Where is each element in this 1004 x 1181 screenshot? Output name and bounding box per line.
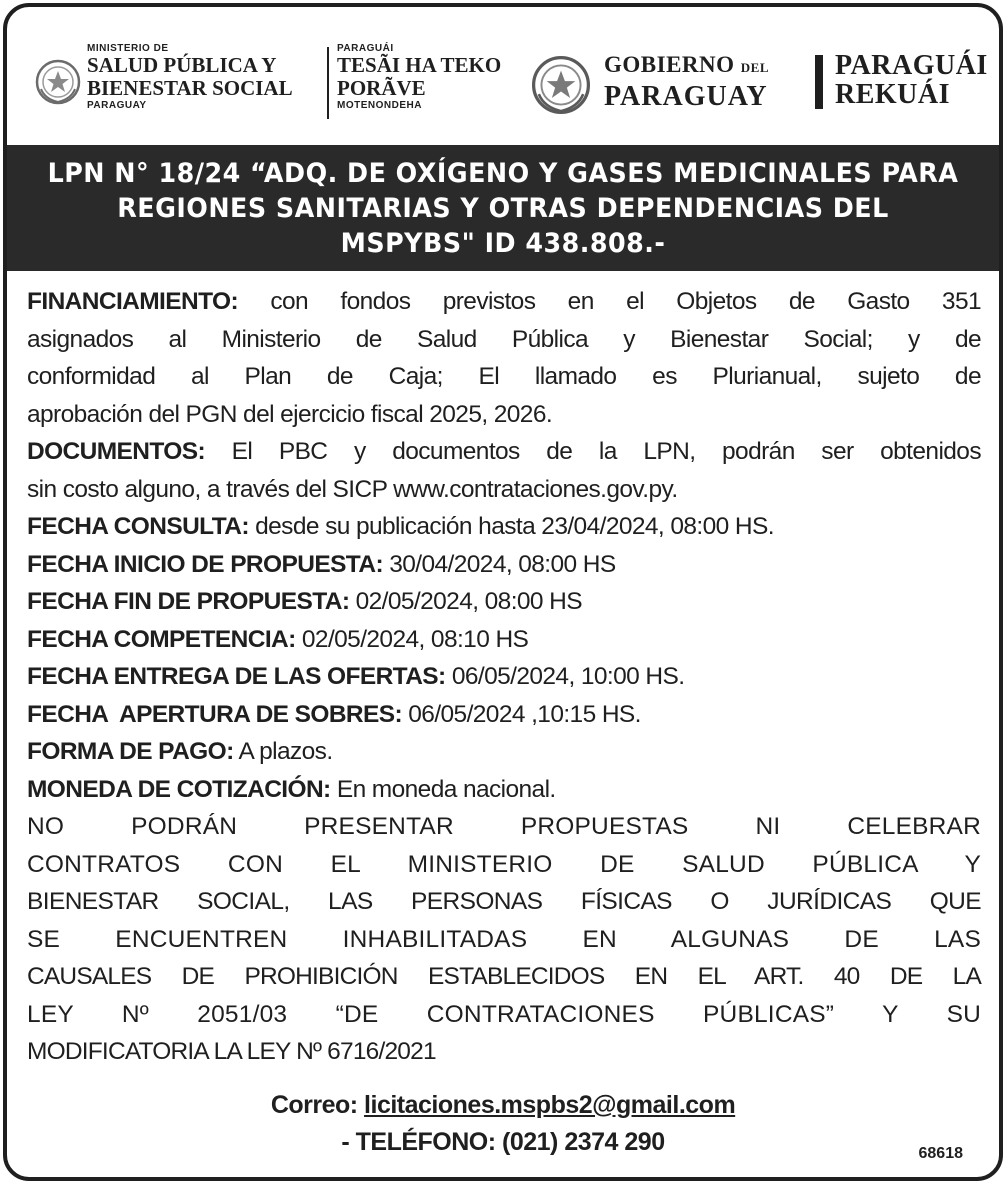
- ministry-logo-line2: BIENESTAR SOCIAL: [87, 76, 293, 100]
- national-seal-icon: [35, 59, 81, 105]
- entrega-label: FECHA ENTREGA DE LAS OFERTAS:: [27, 663, 446, 690]
- moneda-line: [27, 771, 981, 809]
- ad-code: 68618: [918, 1145, 963, 1162]
- documents-line-1: [27, 433, 981, 471]
- notice-line-6: LEY Nº 2051/03 “DE CONTRATACIONES PÚBLICAS” Y SU: [27, 1000, 981, 1028]
- competencia-line: [27, 621, 981, 659]
- fin-propuesta-label: FECHA FIN DE PROPUESTA:: [27, 588, 350, 615]
- apertura-label: FECHA APERTURA DE SOBRES:: [27, 700, 403, 728]
- pago-line: [27, 733, 981, 771]
- email-label: Correo:: [270, 1091, 365, 1119]
- notice-frame: [3, 3, 1003, 1181]
- inicio-line: [27, 546, 981, 584]
- rekuai-line1: PARAGUÁI: [835, 50, 988, 81]
- phone-line: - TELÉFONO: (021) 2374 290: [341, 1128, 665, 1156]
- notice-line-5: CAUSALES DE PROHIBICIÓN ESTABLECIDOS EN EL ART. 40 DE LA: [27, 963, 981, 990]
- pago-label: FORMA DE PAGO:: [27, 738, 234, 765]
- guarani-logo-bottom: MOTENONDEHA: [337, 100, 422, 111]
- logo-divider: [327, 47, 329, 119]
- competencia-value: 02/05/2024, 08:10 HS: [295, 625, 529, 653]
- financing-line-3: conformidad al Plan de Caja; El llamado es Plurianual, sujeto de: [27, 363, 981, 390]
- contact-footer: [7, 1087, 999, 1161]
- title-banner: [7, 145, 999, 271]
- inicio-value: 30/04/2024, 08:00 HS: [383, 550, 616, 578]
- ministry-logo: [87, 43, 293, 111]
- financing-text-1: con fondos previstos en el Objetos de Gasto 351: [238, 288, 981, 315]
- notice-line-1: NO PODRÁN PRESENTAR PROPUESTAS NI CELEBRAR: [27, 813, 981, 840]
- guarani-logo-line2: PORÃVE: [337, 76, 426, 100]
- gobierno-text: GOBIERNO: [604, 52, 735, 77]
- consulta-value: desde su publicación hasta 23/04/2024, 08:00 HS.: [248, 513, 774, 540]
- title-line-2: REGIONES SANITARIAS Y OTRAS DEPENDENCIAS DEL: [117, 192, 889, 224]
- fin-propuesta-line: [27, 583, 981, 621]
- consulta-line: [27, 508, 981, 546]
- apertura-line: [27, 696, 981, 734]
- government-logo-bar: [815, 55, 823, 109]
- government-logo: [604, 51, 769, 112]
- header: [7, 7, 999, 145]
- paraguay-text: PARAGUAY: [604, 81, 768, 112]
- government-seal-icon: [531, 55, 591, 115]
- title-line-1: LPN N° 18/24 “ADQ. DE OXÍGENO Y GASES MEDICINALES PARA: [47, 157, 959, 189]
- documents-label: DOCUMENTOS:: [27, 438, 206, 465]
- consulta-label: FECHA CONSULTA:: [27, 513, 249, 540]
- email-line: [7, 1087, 999, 1124]
- inicio-label: FECHA INICIO DE PROPUESTA:: [27, 550, 384, 578]
- entrega-line: [27, 658, 981, 696]
- competencia-label: FECHA COMPETENCIA:: [27, 625, 296, 653]
- moneda-label: MONEDA DE COTIZACIÓN:: [27, 775, 331, 803]
- apertura-value: 06/05/2024 ,10:15 HS.: [402, 700, 641, 728]
- entrega-value: 06/05/2024, 10:00 HS.: [445, 663, 685, 690]
- financing-line-4: aprobación del PGN del ejercicio fiscal 2025, 2026.: [27, 400, 553, 428]
- title-line-3: MSPYBS" ID 438.808.-: [340, 227, 666, 259]
- notice-line-3: BIENESTAR SOCIAL, LAS PERSONAS FÍSICAS O JURÍDICAS QUE: [27, 888, 981, 915]
- email-link[interactable]: licitaciones.mspbs2@gmail.com: [364, 1091, 736, 1119]
- notice-line-4: SE ENCUENTREN INHABILITADAS EN ALGUNAS DE LAS: [27, 925, 981, 953]
- financing-line-1: [27, 283, 981, 321]
- documents-text-1: El PBC y documentos de la LPN, podrán ser obtenidos: [205, 438, 981, 465]
- financing-label: FINANCIAMIENTO:: [27, 288, 239, 315]
- pago-value: A plazos.: [233, 738, 333, 765]
- guarani-ministry-logo: [337, 43, 501, 111]
- notice-body: [27, 283, 981, 1071]
- del-text: DEL: [740, 60, 770, 75]
- rekuai-logo: [835, 51, 988, 109]
- notice-line-2: CONTRATOS CON EL MINISTERIO DE SALUD PÚBLICA Y: [27, 850, 981, 878]
- ministry-logo-top: MINISTERIO DE: [87, 43, 169, 54]
- financing-line-2: asignados al Ministerio de Salud Pública y Bienestar Social; y de: [27, 325, 981, 353]
- fin-propuesta-value: 02/05/2024, 08:00 HS: [349, 588, 582, 615]
- notice-line-7: MODIFICATORIA LA LEY Nº 6716/2021: [27, 1038, 436, 1065]
- ministry-logo-line1: SALUD PÚBLICA Y: [87, 53, 277, 77]
- ministry-logo-bottom: PARAGUAY: [87, 100, 147, 111]
- documents-line-2: sin costo alguno, a través del SICP www.contrataciones.gov.py.: [27, 475, 678, 503]
- rekuai-line2: REKUÁI: [835, 79, 951, 110]
- guarani-logo-line1: TESÃI HA TEKO: [337, 53, 502, 77]
- moneda-value: En moneda nacional.: [330, 775, 556, 803]
- guarani-logo-top: PARAGUÁI: [337, 43, 394, 54]
